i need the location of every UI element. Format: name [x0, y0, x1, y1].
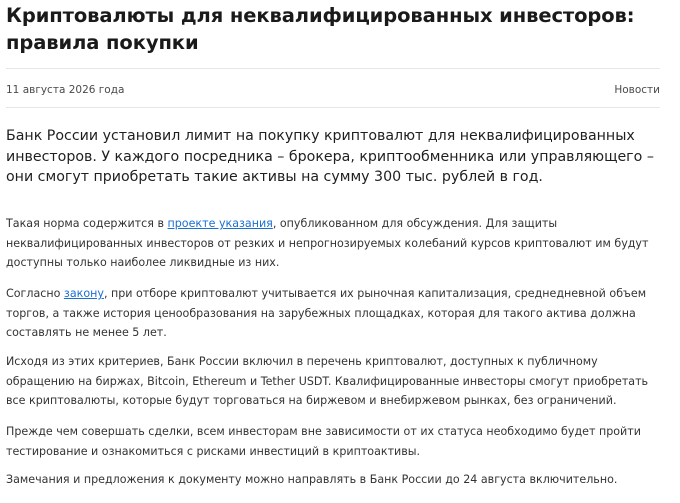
paragraph-3: Исходя из этих критериев, Банк России включил в перечень криптовалют, доступных к публичному обращению на биржах, Bitcoin, Ethereum и Tether USDT. Квалифицированные инвесторы смогут приобретать все криптовалюты, которые будут торговаться на биржевом и внебиржевом рынках, без ограничений.: [6, 355, 649, 407]
article: [6, 0, 660, 486]
article-title: Криптовалюты для неквалифицированных инвесторов: правила покупки: [6, 4, 635, 54]
title-divider: [6, 68, 660, 69]
paragraph-4: Прежде чем совершать сделки, всем инвесторам вне зависимости от их статуса необходимо будет пройти тестирование и ознакомиться с рисками инвестиций в криптоактивы.: [6, 425, 641, 458]
meta-divider: [6, 107, 660, 108]
paragraph-1: [6, 214, 666, 273]
paragraph-2: [6, 284, 666, 343]
paragraph-1-text-start: Такая норма содержится в: [6, 217, 168, 230]
paragraph-2-text-start: Согласно: [6, 287, 64, 300]
paragraph-5: Замечания и предложения к документу можно направлять в Банк России до 24 августа включительно.: [6, 473, 618, 486]
paragraph-2-text-end: , при отборе криптовалют учитывается их рыночная капитализация, среднедневной объем торгов, а также история ценообразования на зарубежных площадках, которая для такого актива должна составлять не менее 5 лет.: [6, 287, 647, 339]
article-lead: Банк России установил лимит на покупку криптовалют для неквалифицированных инвесторов. У каждого посредника – брокера, криптообменника или управляющего – они смогут приобретать такие активы на сумму 300 тыс. рублей в год.: [6, 128, 654, 185]
law-link[interactable]: закону: [63, 287, 104, 300]
article-meta: [6, 82, 660, 98]
paragraph-1-text-end: , опубликованном для обсуждения. Для защиты неквалифицированных инвесторов от резких и непрогнозируемых колебаний курсов криптовалют им будут доступны только наиболее ликвидные из них.: [6, 217, 649, 269]
category-link[interactable]: Новости: [614, 84, 660, 96]
publish-date: 11 августа 2026 года: [6, 84, 125, 96]
draft-directive-link[interactable]: проекте указания: [167, 217, 273, 230]
